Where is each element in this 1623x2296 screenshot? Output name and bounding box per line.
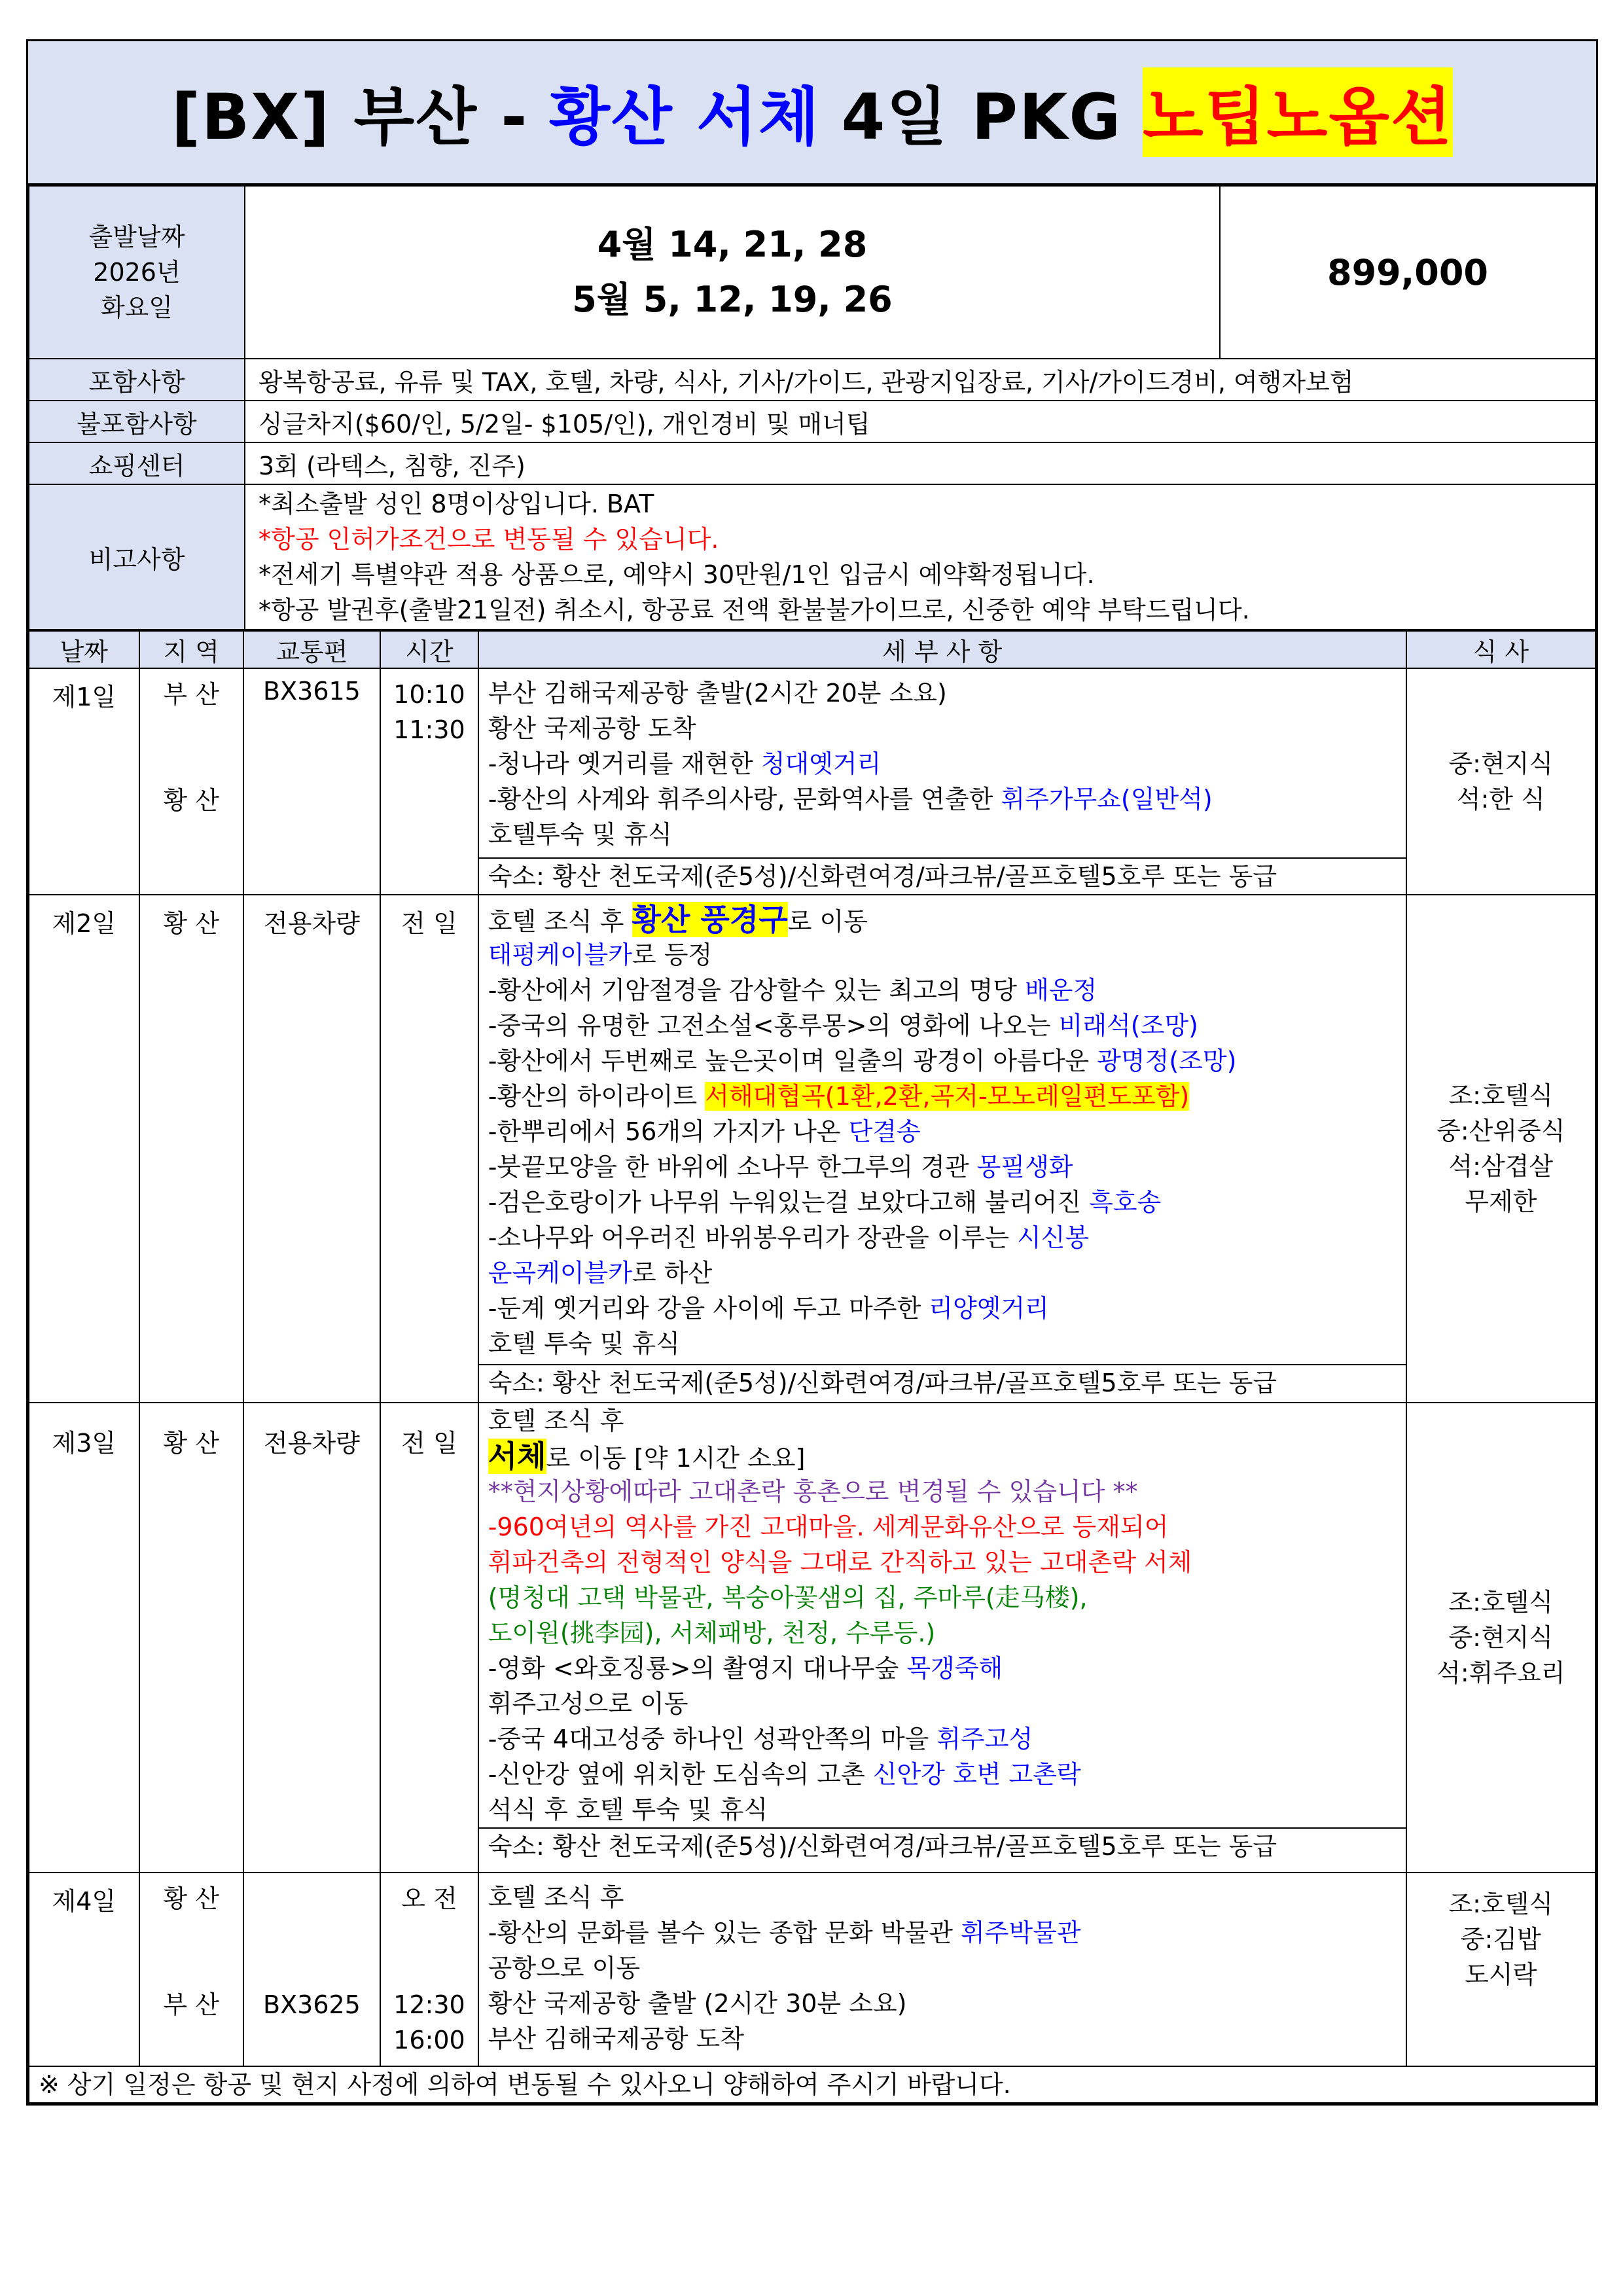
attraction: 서해대협곡(1환,2환,곡저-모노레일편도포함) <box>705 1082 1190 1111</box>
attraction: 휘주박물관 <box>961 1918 1081 1947</box>
time: 전 일 <box>380 1403 478 1873</box>
footer-notice: ※ 상기 일정은 항공 및 현지 사정에 의하여 변동될 수 있사오니 양해하여 주시기 바랍니다. <box>28 2067 1596 2104</box>
flight-number: BX3615 <box>243 668 380 895</box>
region: 부 산 황 산 <box>139 668 243 895</box>
day-3-row <box>29 1403 1596 1873</box>
attraction: 흑호송 <box>1089 1188 1162 1217</box>
note-item: *항공 인허가조건으로 변동될 수 있습니다. <box>259 525 719 554</box>
meals: 조:호텔식 중:현지식 석:휘주요리 <box>1406 1403 1596 1873</box>
price: 899,000 <box>1220 186 1596 359</box>
itinerary-sheet <box>26 39 1598 2106</box>
included-label: 포함사항 <box>29 359 245 401</box>
hotel-info: 숙소: 황산 천도국제(준5성)/신화련여경/파크뷰/골프호텔5호루 또는 동급 <box>479 1364 1406 1399</box>
attraction: 휘주고성 <box>936 1725 1033 1753</box>
details: 호텔 조식 후 서체로 이동 [약 1시간 소요] **현지상황에따라 고대촌락 홍촌으로 변경될 수 있습니다 ** -960여년의 역사를 가진 고대마을. 세계문화유산으로 등재되어 휘파건축의 전형적인 양식을 그대로 간직하고 있는 고대촌락 서체 (명청대 고택 박물관, 복숭아꽃샘의 집, 주마루(走马楼), 도이원(挑李园), 서체패방, 천정, 수루등.) -영화 <와호징룡>의 촬영지 대나무숲 목갱죽해 휘주고성으로 이동 -중국 4대고성중 하나인 성곽안쪽의 마을 휘주고성 -신안강 옆에 위치한 도심속의 고촌 신안강 호변 고촌락 석식 후 호텔 투숙 및 휴식 숙소: 황산 천도국제(준5성)/신화련여경/파크뷰/골프호텔5호루 또는 동급 <box>478 1403 1406 1873</box>
schedule-table <box>28 630 1596 2067</box>
attraction: 비래석(조망) <box>1058 1011 1198 1040</box>
day-2-row <box>29 895 1596 1403</box>
title-package: 4일 PKG <box>841 81 1122 154</box>
header-time: 시간 <box>380 631 478 668</box>
attraction: 리양옛거리 <box>929 1294 1049 1323</box>
note-item: *항공 발권후(출발21일전) 취소시, 항공료 전액 환불불가이므로, 신중한 예약 부탁드립니다. <box>259 596 1250 624</box>
header-day: 날짜 <box>29 631 139 668</box>
departure-label: 출발날짜 2026년 화요일 <box>29 186 245 359</box>
note-item: *전세기 특별약관 적용 상품으로, 예약시 30만원/1인 입금시 예약확정됩니다. <box>259 560 1095 589</box>
vehicle: 전용차량 <box>243 1403 380 1873</box>
region: 황 산 <box>139 1403 243 1873</box>
page-title <box>28 41 1596 185</box>
flight-number: BX3625 <box>243 1873 380 2066</box>
hotel-info: 숙소: 황산 천도국제(준5성)/신화련여경/파크뷰/골프호텔5호루 또는 동급 <box>479 857 1406 893</box>
title-no-tip-no-option: 노팁노옵션 <box>1143 67 1453 157</box>
day-label: 제4일 <box>29 1873 139 2066</box>
included-items: 왕복항공료, 유류 및 TAX, 호텔, 차량, 식사, 기사/가이드, 관광지입장료, 기사/가이드경비, 여행자보험 <box>245 359 1596 401</box>
hotel-info: 숙소: 황산 천도국제(준5성)/신화련여경/파크뷰/골프호텔5호루 또는 동급 <box>479 1827 1406 1863</box>
attraction: 몽필생화 <box>976 1153 1073 1181</box>
day-label: 제3일 <box>29 1403 139 1873</box>
time: 전 일 <box>380 895 478 1403</box>
time: 10:10 11:30 <box>380 668 478 895</box>
meals: 조:호텔식 중:산위중식 석:삼겹살 무제한 <box>1406 895 1596 1403</box>
attraction: 배운정 <box>1025 976 1097 1005</box>
departure-dates: 4월 14, 21, 28 5월 5, 12, 19, 26 <box>245 186 1220 359</box>
excluded-label: 불포함사항 <box>29 401 245 442</box>
details: 부산 김해국제공항 출발(2시간 20분 소요) 황산 국제공항 도착 -청나라 옛거리를 재현한 청대옛거리 -황산의 사계와 휘주의사랑, 문화역사를 연출한 휘주가무쇼(일반석) 호텔투숙 및 휴식 숙소: 황산 천도국제(준5성)/신화련여경/파크뷰/골프호텔5호루 또는 동급 <box>478 668 1406 895</box>
attraction: 태평케이블카 <box>488 941 632 969</box>
region: 황 산 부 산 <box>139 1873 243 2066</box>
attraction: 황산 풍경구 <box>632 902 788 937</box>
attraction: 광명정(조망) <box>1097 1047 1237 1075</box>
meals: 중:현지식 석:한 식 <box>1406 668 1596 895</box>
day-4-row <box>29 1873 1596 2066</box>
attraction: 목갱죽해 <box>906 1654 1003 1683</box>
attraction: 신안강 호변 고촌락 <box>872 1760 1081 1789</box>
day-1-row <box>29 668 1596 895</box>
header-region: 지 역 <box>139 631 243 668</box>
time: 오 전 12:30 16:00 <box>380 1873 478 2066</box>
region: 황 산 <box>139 895 243 1403</box>
notes-label: 비고사항 <box>29 484 245 630</box>
attraction: 휘주가무쇼(일반석) <box>1001 785 1213 814</box>
details: 호텔 조식 후 황산 풍경구로 이동 태평케이블카로 등정 -황산에서 기암절경을 감상할수 있는 최고의 명당 배운정 -중국의 유명한 고전소설<홍루몽>의 영화에 나오는 비래석(조망) -황산에서 두번째로 높은곳이며 일출의 광경이 아름다운 광명정(조망) -황산의 하이라이트 서해대협곡(1환,2환,곡저-모노레일편도포함) -한뿌리에서 56개의 가지가 나온 단결송 -붓끝모양을 한 바위에 소나무 한그루의 경관 몽필생화 -검은호랑이가 나무위 누워있는걸 보았다고해 불리어진 흑호송 -소나무와 어우러진 바위봉우리가 장관을 이루는 시신봉 운곡케이블카로 하산 -둔계 옛거리와 강을 사이에 두고 마주한 리양옛거리 호텔 투숙 및 휴식 숙소: 황산 천도국제(준5성)/신화련여경/파크뷰/골프호텔5호루 또는 동급 <box>478 895 1406 1403</box>
attraction: 청대옛거리 <box>760 749 882 778</box>
title-route: [BX] 부산 - <box>171 81 529 154</box>
attraction: 운곡케이블카 <box>488 1259 632 1287</box>
title-destination: 황산 서체 <box>549 81 821 154</box>
info-table <box>28 185 1596 630</box>
excluded-items: 싱글차지($60/인, 5/2일- $105/인), 개인경비 및 매너팁 <box>245 401 1596 442</box>
attraction: 시신봉 <box>1017 1223 1090 1252</box>
vehicle: 전용차량 <box>243 895 380 1403</box>
day-label: 제2일 <box>29 895 139 1403</box>
day-label: 제1일 <box>29 668 139 895</box>
header-details: 세 부 사 항 <box>478 631 1406 668</box>
attraction: 단결송 <box>848 1117 921 1146</box>
meals: 조:호텔식 중:김밥 도시락 <box>1406 1873 1596 2066</box>
header-transport: 교통편 <box>243 631 380 668</box>
attraction: 서체 <box>488 1439 546 1474</box>
note-item: *최소출발 성인 8명이상입니다. BAT <box>259 490 654 518</box>
details: 호텔 조식 후 -황산의 문화를 볼수 있는 종합 문화 박물관 휘주박물관 공항으로 이동 황산 국제공항 출발 (2시간 30분 소요) 부산 김해국제공항 도착 <box>478 1873 1406 2066</box>
shopping-label: 쇼핑센터 <box>29 442 245 484</box>
header-meals: 식 사 <box>1406 631 1596 668</box>
shopping-items: 3회 (라텍스, 침향, 진주) <box>245 442 1596 484</box>
notes <box>245 484 1596 630</box>
